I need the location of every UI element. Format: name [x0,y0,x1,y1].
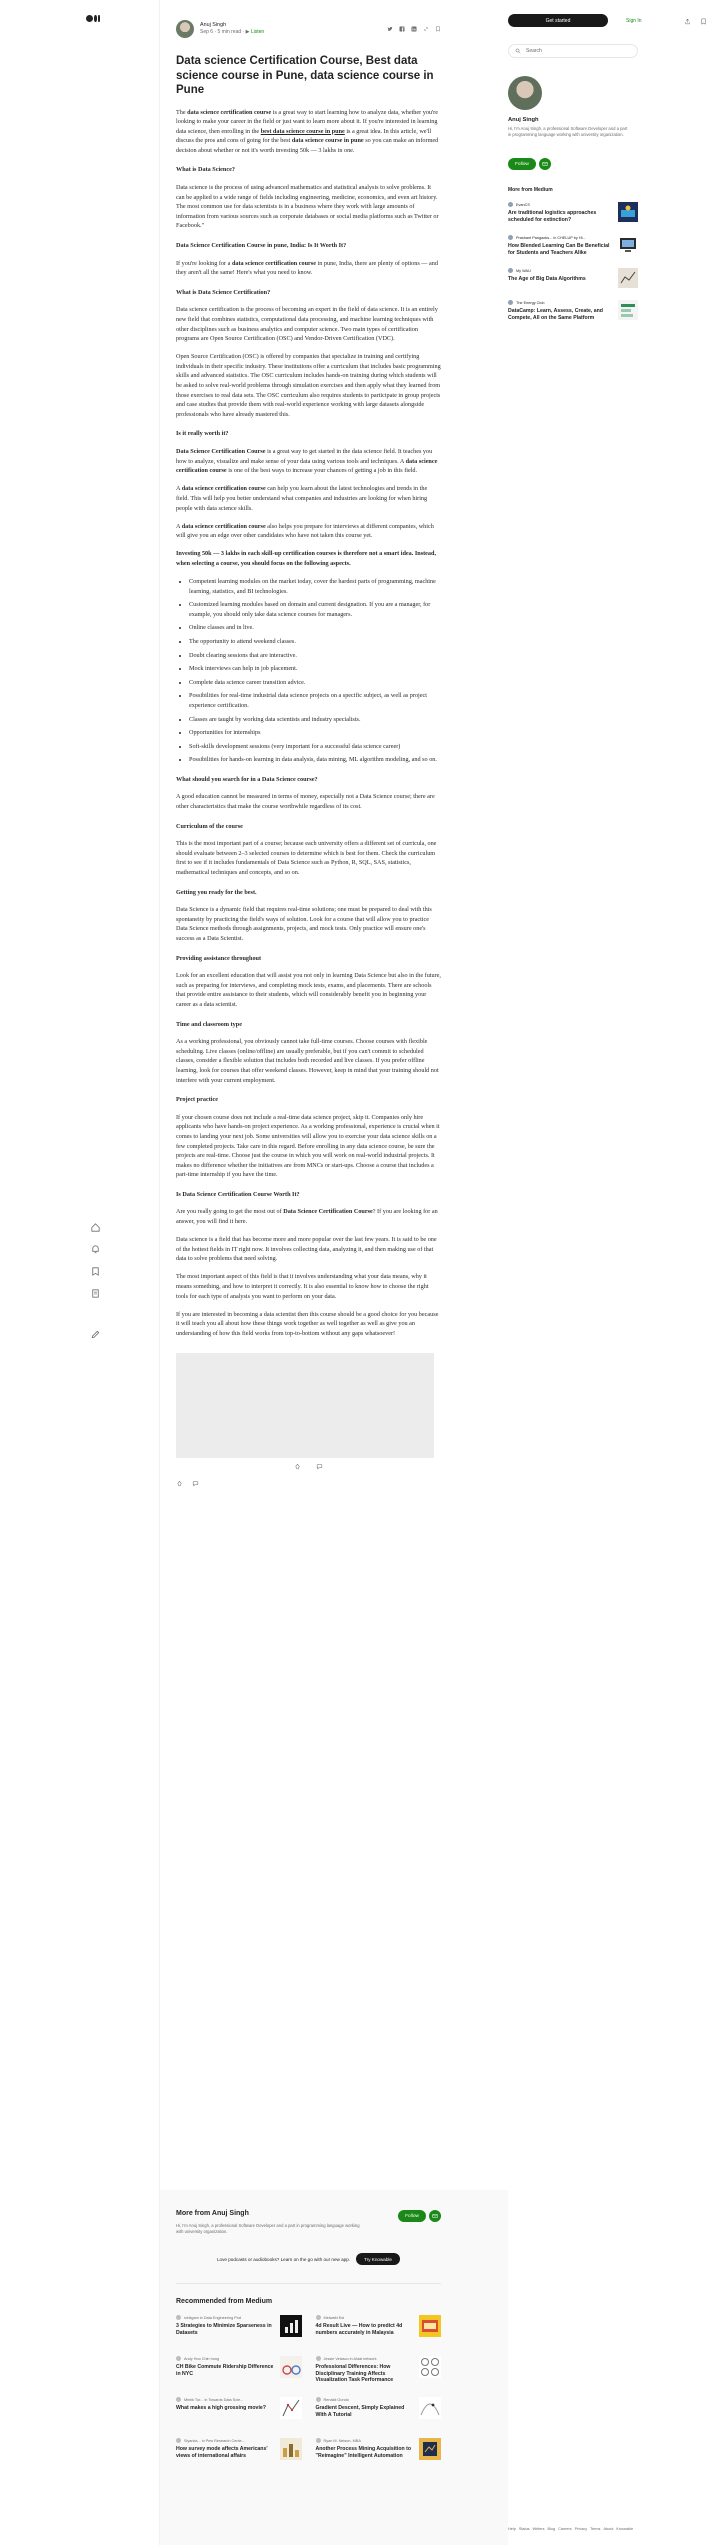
sign-in-link[interactable]: Sign In [626,17,642,24]
article-image [176,1353,434,1458]
paragraph: As a working professional, you obviously cannot take full-time courses. Choose courses with flexible scheduling. Live classes (online/offline) are usually preferable, but if you can't commit to scheduled classes, consider a flexible solution that includes both recorded and live classes. If you prefer offline learning, look for courses that offer weekend classes. However, keep in mind that your training should not interfere with your current employment. [176,1038,439,1084]
recommended-item[interactable]: Mimik Tur... in Towards Data Scie... What makes a high grossing movie? [176,2397,302,2425]
source-avatar [316,2315,321,2320]
heading-what-is-ds: What is Data Science? [176,166,235,174]
paragraph: Data Science Certification Course is a great way to get started in the data science field. It teaches you how to analyze, visualize and make sense of your data using various tools and techniques. A data science certification course is one of the best ways to increase your chances of getting a job in this field. [176,448,438,475]
write-icon[interactable] [90,1329,101,1340]
paragraph: If you're looking for a data science certification course in pune, India, there are plenty of options — and they aren't all the same! Here's what you need to know. [176,259,438,277]
recommended-thumbnail[interactable] [419,2315,441,2337]
sidebar-story-thumbnail[interactable] [618,202,638,222]
paragraph: Open Source Certification (OSC) is offered by companies that specialize in training and certifying individuals in their specific industry. These institutions offer a curriculum that includes basic programming skills and advanced statistics. The OSC curriculum includes hands-on training during which students will be asked to solve real-world problems through simulation exercises and then apply what they learned from those exercises to real data sets. The OSC curriculum also requires students to participate in group projects and case studies that provide them with real-world experience working with large datasets alongside professionals who have already mastered this. [176,353,441,418]
paragraph: Data Science is a dynamic field that requires real-time solutions; one must be prepared to deal with this spontaneity by practicing the field's ways of solution. Look for a course that will allow you to practice Data Science methods through assignments, projects, and mock tests. Only practice will ensure one's success as a Data Scientist. [176,906,432,942]
copy-link-icon[interactable] [423,26,429,32]
article-body [176,108,441,1339]
list-item: • Competent learning modules on the market today, cover the hardest parts of programming, machine learning, statistics, and BI technologies. [189,577,441,596]
more-from-description: Hi, I'm Anuj Singh, a professional Software Developer and a part in programming language working with university organization. [176,2223,360,2234]
article-title: Data science Certification Course, Best data science course in Pune, data science course in Pune [176,55,434,96]
paragraph: Data science is the process of using advanced mathematics and statistical analysis to solve problems. It can be applied to a wide range of fields including engineering, medicine, economics, and even art history. The most common use for data scientists is in a business where they work with large amounts of information from various sources such as corporate databases or social media platforms such as Twitter or Facebook." [176,184,439,230]
heading-worth-it: Data Science Certification Course in pune, India: Is It Worth It? [176,242,347,250]
footer-link[interactable]: Knowable [616,2527,634,2531]
heading-project: Project practice [176,1096,218,1104]
source-avatar [508,268,513,273]
author-name[interactable]: Anuj Singh [200,22,227,28]
heading-really-worth: Is it really worth it? [176,430,229,438]
sidebar-story[interactable]: Prashant Pangaoks... in CHELUP by Hi... How Blended Learning Can Be Beneficial for Students and Teachers Alike [508,235,638,256]
recommended-thumbnail[interactable] [419,2438,441,2460]
heading-certification: What is Data Science Certification? [176,288,271,296]
footer-link[interactable]: Writers [532,2527,545,2531]
source-avatar [176,2315,181,2320]
recommended-thumbnail[interactable] [280,2438,302,2460]
sidebar-story[interactable]: The Energy Club DataCamp: Learn, Assess, Create, and Compete, All on the Same Platform [508,300,638,321]
home-icon[interactable] [90,1222,101,1233]
mail-icon [432,2213,438,2219]
footer-link[interactable]: Terms [590,2527,601,2531]
clap-icon[interactable] [176,1480,183,1487]
sidebar-author-desc: Hi, I'm Anuj Singh, a professional Software Developer and a part in programming language working with university organization. [508,126,628,137]
source-avatar [508,235,513,240]
paragraph: Are you really going to get the most out of Data Science Certification Course? If you are looking for an answer, you will find it here. [176,1208,438,1226]
recommended-headline[interactable]: CH Bike Commute Ridership Difference in NYC [176,2364,274,2377]
list-item: • Mock interviews can help in job placement. [189,664,441,674]
aspects-list [189,577,441,765]
list-item: • Online classes and in live. [189,623,441,633]
recommended-headline[interactable]: Gradient Descent, Simply Explained With A Tutorial [315,2405,405,2418]
paragraph: Data science certification is the process of becoming an expert in the field of data science. It is an entirely new field that combines statistics, computational data processing, and machine learning techniques with other disciplines such as business analytics and computer science. Two main types of certification programs are Open Source Certification (OSC) and Vendor-Driven Certification (VDC). [176,306,438,343]
recommended-headline[interactable]: Another Process Mining Acquisition to "Reimagine" Intelligent Automation [315,2446,411,2459]
author-meta-line: Sep 6 · 5 min read · ▶ Listen [200,29,265,35]
lists-icon[interactable] [90,1266,101,1277]
paragraph: If your chosen course does not include a real-time data science project, skip it. Companies only hire applicants who have hands-on project experience. As a working professional, experience is crucial when it comes to landing your next job. Some universities will allow you to exercise your data science skills on a few completed projects. Take care in this regard. Before enrolling in any data science course, be sure the projects are real-time. Choose just the course in which you will work on real-world industrial projects. It makes no difference whether the initiatives are from MNCs or start-ups. Choose a course that includes a part-time internship if you have the time. [176,1113,440,1179]
mail-icon [542,161,548,167]
recommended-item[interactable]: Renaldi Gondo Gradient Descent, Simply Explained With A Tutorial [316,2397,442,2425]
follow-button[interactable]: Follow [398,2210,426,2222]
recommended-item[interactable]: Meiwafd Est 4d Result Live — How to predict 4d numbers accurately in Malaysia [316,2315,442,2343]
facebook-icon[interactable] [399,26,405,32]
footer-link[interactable]: Careers [558,2527,572,2531]
try-knowable-button[interactable]: Try Knowable [356,2253,400,2265]
sidebar-story-thumbnail[interactable] [618,235,638,255]
source-avatar [176,2356,181,2361]
list-item: • Possibilities for hands-on learning in data analysis, data mining, ML algorithm modeling, and so on. [189,755,441,765]
source-avatar [316,2397,321,2402]
recommended-thumbnail[interactable] [280,2356,302,2378]
list-item: • Soft-skills development sessions (very important for a successful data science career) [189,742,441,752]
list-item: • Complete data science career transition advice. [189,678,441,688]
stories-icon[interactable] [90,1288,101,1299]
recommended-item[interactable]: Andy Hoo Chin hong CH Bike Commute Ridership Difference in NYC [176,2356,302,2384]
source-avatar [508,300,513,305]
recommended-thumbnail[interactable] [419,2356,441,2378]
recommended-headline[interactable]: How survey mode affects Americans' views of international affairs [176,2446,268,2459]
source-avatar [176,2438,181,2443]
sidebar-story-thumbnail[interactable] [618,300,638,320]
source-avatar [508,202,513,207]
paragraph: If you are interested in becoming a data scientist then this course should be a good choice for you because it will teach you all about how these things work together as well together as well as give you an understanding of how this field works from top-to-bottom without any gaps whatsoever! [176,1310,439,1337]
list-item: • Possibilities for real-time industrial data science projects on a specific subject, as well as project experience certification. [189,691,441,710]
sidebar-story[interactable]: My WAU The Age of Big Data Algorithms [508,268,638,288]
main-content [160,0,508,2545]
intro-paragraph: The data science certification course is a great way to start learning how to analyze data, whether you're looking to make your career in the field or just want to learn more about it. If you're interested in learning data science, then enrolling in the best data science course in pune is a great idea. In this article, we'll discuss the pros and cons of going for the best data science course in pune so you can make an informed decision about whether or not it's worth investing 50k — 3 lakhs in one. [176,108,439,154]
more-from-medium-title: More from Medium [508,187,553,193]
podcast-text: Love podcasts or audiobooks? Learn on the go with our new app. [217,2256,351,2262]
sidebar-story-headline[interactable]: How Blended Learning Can Be Beneficial for Students and Teachers Alike [508,243,610,256]
sidebar-story-thumbnail[interactable] [618,268,638,288]
sidebar-author-avatar[interactable] [508,76,542,110]
twitter-icon[interactable] [387,26,393,32]
list-item: • Opportunities for internships [189,728,441,738]
linkedin-icon[interactable] [411,26,417,32]
paragraph: This is the most important part of a course; because each university offers a different set of curricula, one should evaluate between 2–3 selected courses to determine which is best for them. Check the curriculum first to see if it includes fundamentals of Data Science such as Python, R, SQL, SAS, statistics, mathematical techniques and concepts, and so on. [176,840,437,877]
recommended-headline[interactable]: Professional Differences: How Disciplinary Training Affects Visualization Task Performance [315,2364,394,2384]
recommended-title: Recommended from Medium [176,2298,273,2305]
list-item: • Customized learning modules based on domain and current designation. If you are a manager, for example, you should only take data science courses for managers. [189,600,441,619]
bookmark-icon[interactable] [435,26,441,32]
footer-link[interactable]: Status [518,2527,530,2531]
read-time: Sep 6 · 5 min read [200,29,242,35]
recommended-item[interactable]: rohitgam in Data Engineering Pod 3 Strategies to Minimize Sparseness in Datasets [176,2315,302,2343]
list-item: • Classes are taught by working data scientists and industry specialists. [189,715,441,725]
paragraph-investing: Investing 50k — 3 lakhs in each skill-up certification courses is therefore not a smart idea. Instead, when selecting a course, you should focus on the following aspects. [176,550,436,567]
heading-curriculum: Curriculum of the course [176,822,243,830]
sidebar-story-headline[interactable]: DataCamp: Learn, Assess, Create, and Compete, All on the Same Platform [508,308,603,321]
source-avatar [316,2356,321,2361]
recommended-thumbnail[interactable] [419,2397,441,2419]
heading-assistance: Providing assistance throughout [176,954,262,962]
heading-getting-ready: Getting you ready for the best. [176,888,257,896]
notifications-icon[interactable] [90,1244,101,1255]
recommended-item[interactable]: Siyanka... in Pew Research Cente... How survey mode affects Americans' views of international affairs [176,2438,302,2466]
paragraph: A data science certification course also helps you prepare for interviews at different companies, which will give you an edge over other candidates who have not taken this course yet. [176,522,434,540]
paragraph: A good education cannot be measured in terms of money, especially not a Data Science course; there are other characteristics that make the course worthwhile regardless of its cost. [176,793,435,811]
source-avatar [316,2438,321,2443]
recommended-thumbnail[interactable] [280,2315,302,2337]
recommended-item[interactable]: Jessie Velasco in Aldat network Professional Differences: How Disciplinary Training Affects Visualization Task Performance [316,2356,442,2384]
paragraph: Look for an excellent education that will assist you not only in learning Data Science but also in the future, such as preparing for interviews, and completing mock tests, exams, and placements. There are schools that provide entire assistance to their students, which will considerably benefit you in beginning your career as a data scientist. [176,972,441,1008]
list-item: • The opportunity to attend weekend classes. [189,637,441,647]
sidebar-author-name[interactable]: Anuj Singh [508,117,539,123]
left-rail [0,0,160,2545]
paragraph: The most important aspect of this field is that it involves understanding what your data means, why it means something, and how to interpret it correctly. It is also essential to know how to choose the right tools for each type of analysis you want to perform on your data. [176,1273,429,1300]
heading-time: Time and classroom type [176,1020,242,1028]
heading-search-for: What should you search for in a Data Science course? [176,775,318,783]
sidebar-story-headline[interactable]: Are traditional logistics approaches scheduled for extinction? [508,210,597,223]
search-input[interactable] [508,44,638,58]
recommended-item[interactable]: Ryan M. Nelson, MBA Another Process Mining Acquisition to "Reimagine" Intelligent Automation [316,2438,442,2466]
list-item: • Doubt clearing sessions that are interactive. [189,651,441,661]
search-placeholder: Search [526,48,542,54]
author-avatar[interactable] [176,20,194,38]
footer-link[interactable]: Blog [547,2527,556,2531]
paragraph: Data science is a field that has become more and more popular over the last few years. It is said to be one of the hottest fields in IT right now. It involves collecting data, analyzing it, and then making use of that data to solve problems that need solving. [176,1236,437,1263]
search-icon [515,48,521,54]
sidebar-story-headline[interactable]: The Age of Big Data Algorithms [508,276,586,283]
author-row [176,18,441,40]
best-course-link[interactable]: best data science course in pune [260,127,345,135]
footer-link[interactable]: Privacy [574,2527,588,2531]
source-avatar [176,2397,181,2402]
listen-link[interactable]: Listen [250,29,265,35]
get-started-button[interactable]: Get started [508,14,608,27]
article [176,18,441,1487]
more-from-title: More from Anuj Singh [176,2210,249,2217]
right-sidebar [508,0,720,2545]
recommended-headline[interactable]: 4d Result Live — How to predict 4d numbers accurately in Malaysia [315,2323,403,2336]
article-action-bar [176,1480,441,1487]
image-actions [176,1463,441,1470]
divider [176,2283,441,2284]
subscribe-button[interactable] [429,2210,441,2222]
listen-icon[interactable]: ▶ [245,29,250,35]
sidebar-follow-button[interactable]: Follow [508,158,536,170]
comment-icon[interactable] [192,1480,199,1487]
medium-logo[interactable] [86,15,100,22]
recommended-grid [176,2315,441,2466]
paragraph: A data science certification course can help you learn about the latest technologies and trends in the field. This will help you better understand what companies and industries are looking for when hiring people with data science skills. [176,485,428,512]
sidebar-subscribe-button[interactable] [539,158,551,170]
heading-worth-it-2: Is Data Science Certification Course Worth It? [176,1190,300,1198]
footer-link[interactable]: About [603,2527,614,2531]
recommended-headline[interactable]: What makes a high grossing movie? [176,2405,266,2411]
footer-links [508,2527,638,2531]
clap-icon[interactable] [294,1463,301,1470]
sidebar-story[interactable]: EvanCS Are traditional logistics approaches scheduled for extinction? [508,202,638,223]
more-from-section [160,2190,508,2545]
more-from-medium-list [508,202,638,322]
footer-link[interactable]: Help [508,2527,516,2531]
comment-icon[interactable] [316,1463,323,1470]
recommended-headline[interactable]: 3 Strategies to Minimize Sparseness in Datasets [176,2323,272,2336]
podcast-banner [176,2253,441,2265]
recommended-thumbnail[interactable] [280,2397,302,2419]
